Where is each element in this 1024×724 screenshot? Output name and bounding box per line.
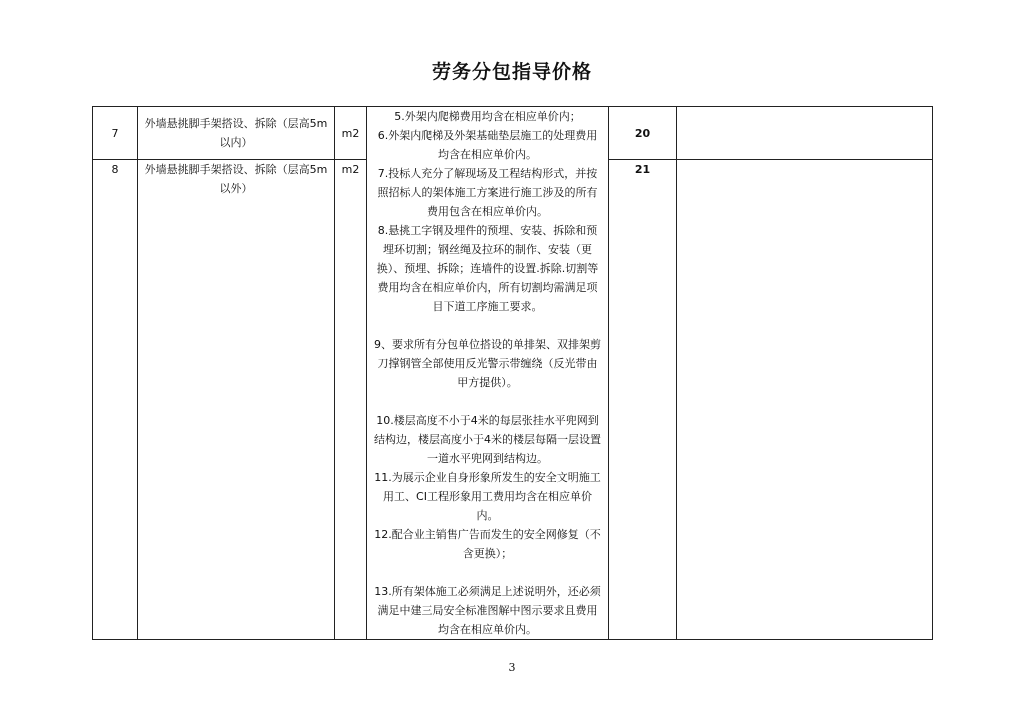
description-cell	[367, 107, 609, 640]
description-item: 13.所有架体施工必须满足上述说明外，还必须满足中建三局安全标准图解中图示要求且费用均含在相应单价内。	[374, 585, 601, 636]
description-item: 8.悬挑工字钢及埋件的预埋、安装、拆除和预埋环切割；钢丝绳及拉环的制作、安装（更换）、预埋、拆除；连墙件的设置.拆除.切割等费用均含在相应单价内，所有切割均需满足项目下道工序施工要求。	[376, 224, 599, 313]
price-table	[92, 106, 933, 640]
description-item: 7.投标人充分了解现场及工程结构形式，并按照招标人的架体施工方案进行施工涉及的所有费用包含在相应单价内。	[377, 167, 598, 218]
item-name: 外墙悬挑脚手架搭设、拆除（层高5m以外）	[138, 160, 335, 640]
description-item: 9、要求所有分包单位搭设的单排架、双排架剪刀撑钢管全部使用反光警示带缠绕（反光带由甲方提供）。	[374, 338, 601, 389]
row-number: 8	[93, 160, 138, 640]
empty-cell	[677, 160, 933, 640]
item-unit: m2	[335, 107, 367, 160]
table-row	[93, 107, 933, 160]
row-number: 7	[93, 107, 138, 160]
document-title: 劳务分包指导价格	[431, 61, 592, 83]
description-item: 10.楼层高度不小于4米的每层张挂水平兜网到结构边，楼层高度小于4米的楼层每隔一层设置一道水平兜网到结构边。	[374, 414, 601, 465]
description-item: 6.外架内爬梯及外架基础垫层施工的处理费用均含在相应单价内。	[377, 129, 598, 161]
page-number: 3	[508, 661, 516, 674]
item-price: 21	[609, 160, 677, 640]
description-item: 11.为展示企业自身形象所发生的安全文明施工用工、CI工程形象用工费用均含在相应单价内。	[374, 471, 601, 522]
item-name: 外墙悬挑脚手架搭设、拆除（层高5m以内）	[138, 107, 335, 160]
item-unit: m2	[335, 160, 367, 640]
description-item: 5.外架内爬梯费用均含在相应单价内；	[394, 110, 581, 123]
description-item: 12.配合业主销售广告而发生的安全网修复（不含更换）；	[374, 528, 601, 560]
item-price: 20	[609, 107, 677, 160]
empty-cell	[677, 107, 933, 160]
